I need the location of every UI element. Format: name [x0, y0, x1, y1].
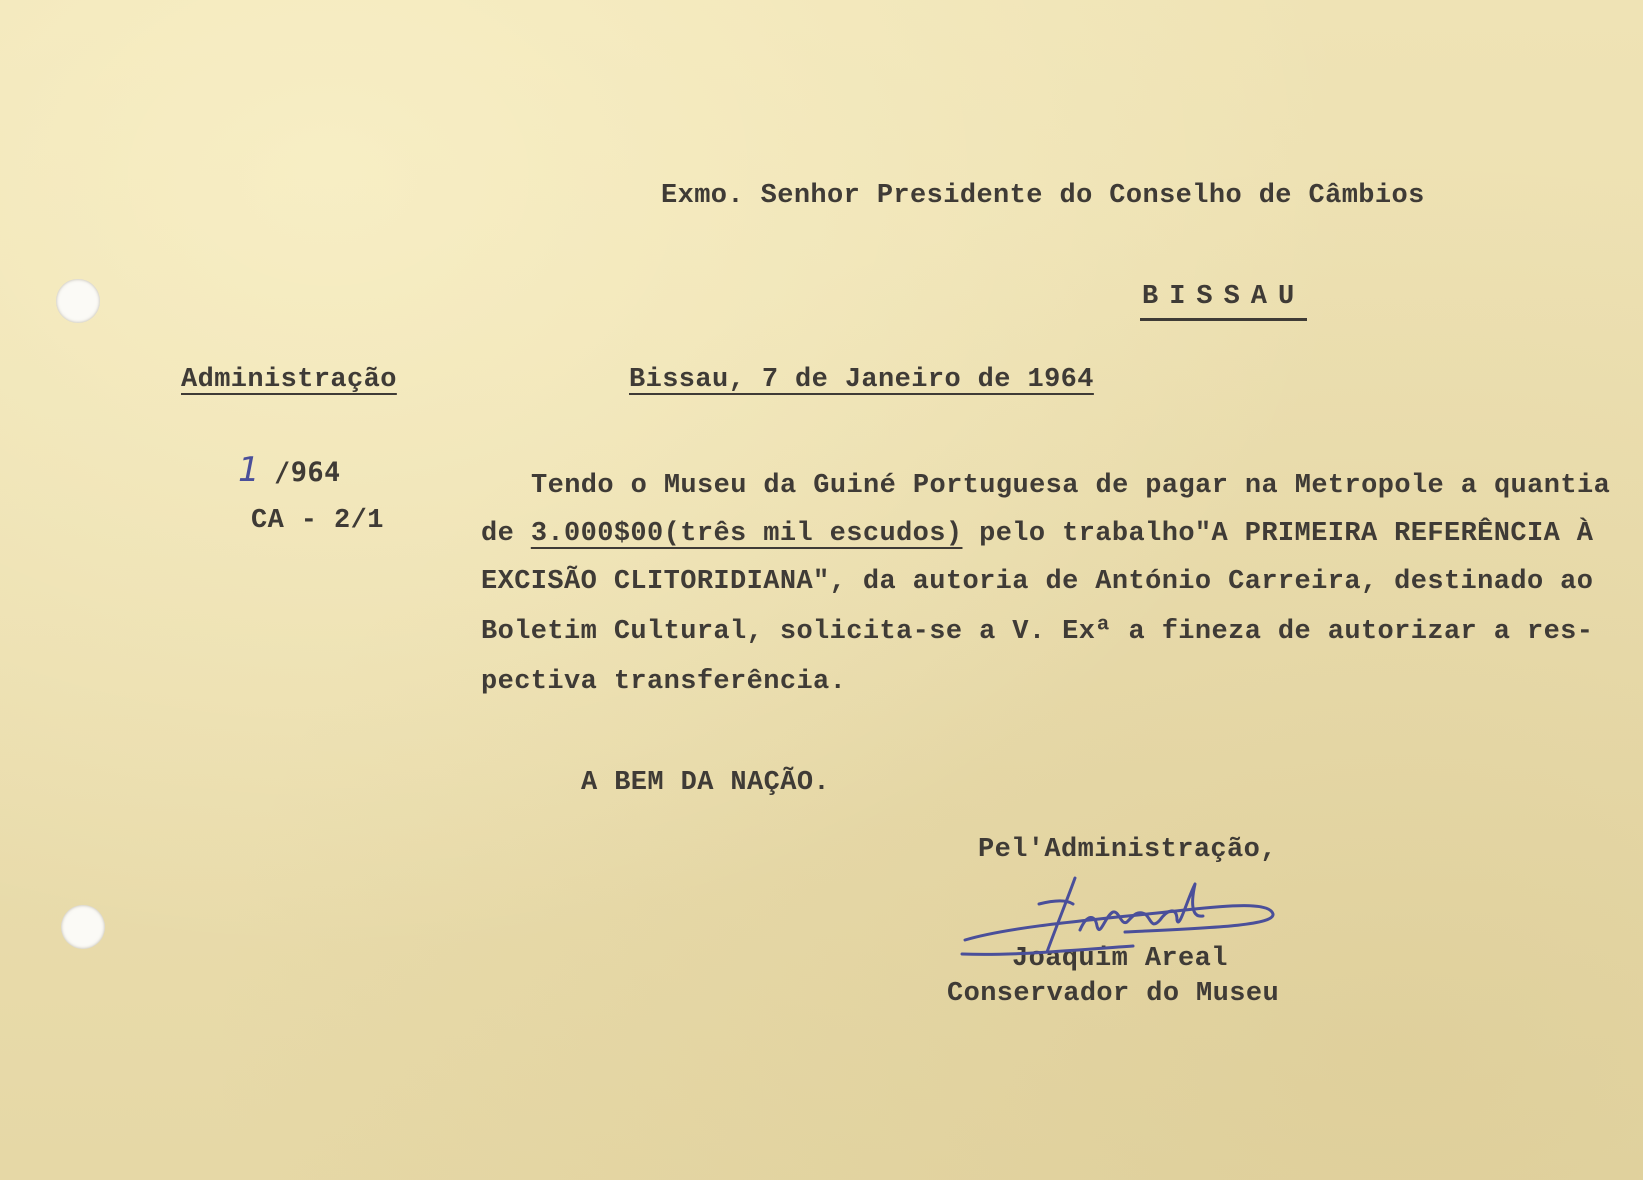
signatory-name: Joaquim Areal — [1012, 944, 1228, 974]
addressee-line: Exmo. Senhor Presidente do Conselho de Câmbios — [661, 181, 1425, 211]
department-heading: Administração — [181, 365, 397, 395]
body-line-5: pectiva transferência. — [481, 667, 847, 697]
body-line-2 — [481, 521, 1593, 548]
payment-amount: 3.000$00(três mil escudos) — [530, 519, 963, 549]
punch-hole — [61, 905, 105, 949]
reference-code: CA - 2/1 — [251, 506, 384, 536]
signatory-title: Conservador do Museu — [947, 979, 1280, 1009]
body-line-1: Tendo o Museu da Guiné Portuguesa de pagar na Metropole a quantia — [531, 471, 1611, 501]
addressee-city: BISSAU — [1140, 284, 1307, 321]
body-line-2-suffix: pelo trabalho"A PRIMEIRA REFERÊNCIA À — [962, 519, 1594, 549]
punch-hole — [56, 279, 100, 323]
body-line-2-prefix: de — [481, 519, 531, 549]
body-line-3: EXCISÃO CLITORIDIANA", da autoria de António Carreira, destinado ao — [481, 567, 1594, 597]
handwritten-number: 1 — [238, 450, 261, 490]
handwritten-signature — [955, 870, 1285, 970]
signoff-line: Pel'Administração, — [978, 835, 1277, 865]
body-line-4: Boletim Cultural, solicita-se a V. Exª a fineza de autorizar a res- — [481, 617, 1594, 647]
closing-salutation: A BEM DA NAÇÃO. — [581, 768, 831, 798]
reference-year: /964 — [274, 457, 341, 488]
date-line: Bissau, 7 de Janeiro de 1964 — [629, 365, 1094, 395]
reference-number — [238, 450, 341, 490]
